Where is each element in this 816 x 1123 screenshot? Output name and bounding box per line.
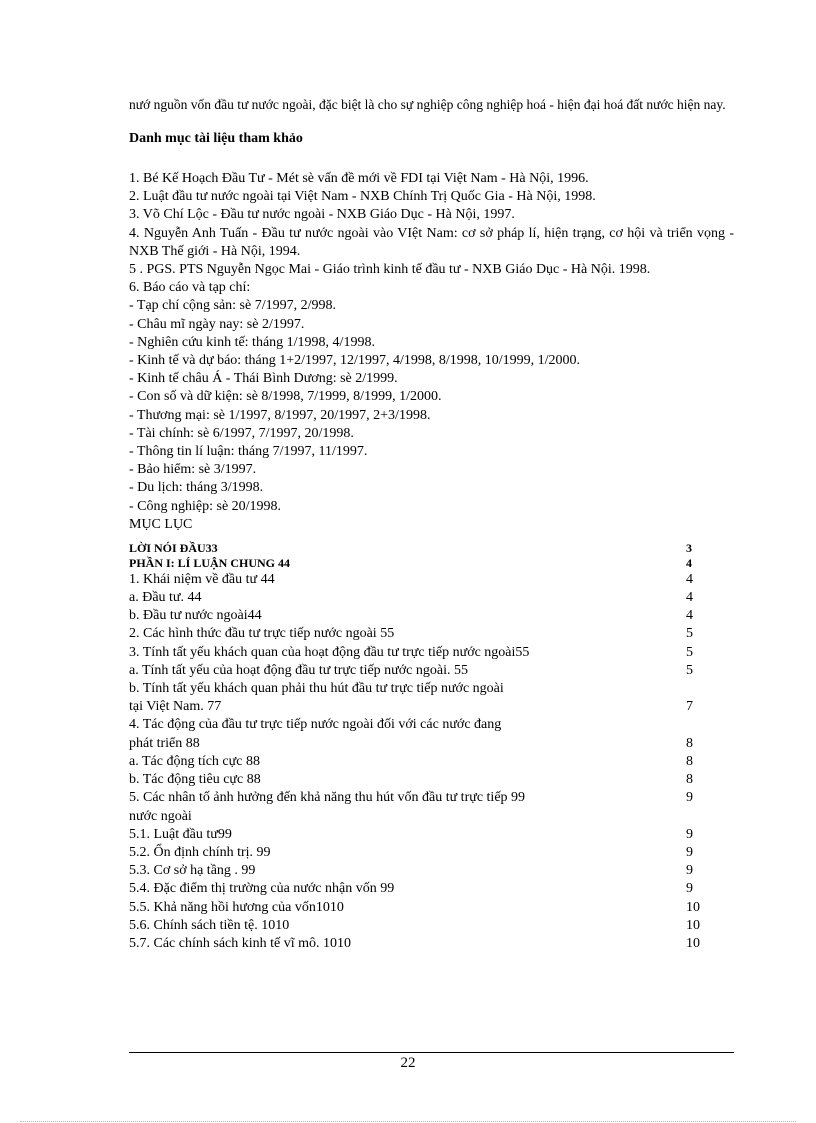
reference-item: 2. Luật đầu tư nước ngoài tại Việt Nam - NXB Chính Trị Quốc Gia - Hà Nội, 1998. [129, 189, 596, 205]
reference-item: 1. Bé Kế Hoạch Đầu Tư - Mét sè vấn đề mới về FDI tại Việt Nam - Hà Nội, 1996. [129, 171, 589, 186]
toc-entry-title: LỜI NÓI ĐẦU33 [129, 540, 218, 555]
reference-item: 5 . PGS. PTS Nguyễn Ngọc Mai - Giáo trình kinh tế đầu tư - NXB Giáo Dục - Hà Nội. 1998. [129, 262, 651, 278]
toc-entry-title: 1. Khái niệm về đầu tư 44 [129, 571, 275, 587]
toc-entry-title: a. Tính tất yếu của hoạt động đầu tư trực tiếp nước ngoài. 55 [129, 662, 468, 678]
toc-entry[interactable] [129, 662, 734, 680]
toc-entry[interactable] [129, 589, 734, 607]
toc-entry-page: 4 [686, 590, 693, 606]
toc-entry-page: 5 [686, 626, 693, 642]
toc-entry[interactable] [129, 698, 734, 716]
document-body [129, 95, 734, 953]
toc-entry-title: b. Tính tất yếu khách quan phải thu hút đầu tư trực tiếp nước ngoài [129, 681, 504, 697]
toc-entry-title: 5.2. Ổn định chính trị. 99 [129, 844, 271, 860]
toc-entry[interactable] [129, 735, 734, 753]
reference-item: - Con số và dữ kiện: sè 8/1998, 7/1999, 8/1999, 1/2000. [129, 389, 442, 405]
toc-entry-page: 9 [686, 881, 693, 897]
toc-entry[interactable] [129, 556, 734, 571]
toc-entry-title: PHẦN I: LÍ LUẬN CHUNG 44 [129, 555, 291, 570]
toc-entry-title: 5.7. Các chính sách kinh tế vĩ mô. 1010 [129, 935, 352, 951]
page-edge-divider [20, 1121, 796, 1122]
toc-entry-page: 5 [686, 644, 693, 660]
toc-entry-page: 4 [686, 571, 693, 587]
footer-divider [129, 1052, 734, 1053]
toc-entry-title: 5. Các nhân tố ảnh hưởng đến khả năng thu hút vốn đầu tư trực tiếp 99 [129, 790, 526, 806]
toc-entry-page: 5 [686, 662, 693, 678]
table-of-contents [129, 541, 734, 953]
references-list [129, 170, 734, 516]
toc-entry[interactable] [129, 826, 734, 844]
reference-item: - Tài chính: sè 6/1997, 7/1997, 20/1998. [129, 425, 354, 441]
toc-entry-title: phát triển 88 [129, 735, 200, 751]
toc-entry[interactable] [129, 935, 734, 953]
toc-entry-page: 9 [686, 863, 693, 879]
toc-entry-title: b. Đầu tư nước ngoài44 [129, 608, 262, 624]
toc-entry-page: 3 [686, 540, 692, 555]
toc-entry[interactable] [129, 625, 734, 643]
toc-entry-title: a. Đầu tư. 44 [129, 590, 202, 606]
toc-entry-page: 8 [686, 735, 693, 751]
toc-entry[interactable] [129, 541, 734, 556]
toc-entry[interactable] [129, 753, 734, 771]
page-number: 22 [400, 1055, 416, 1071]
toc-entry-page: 10 [686, 935, 700, 951]
toc-entry-title: b. Tác động tiêu cực 88 [129, 772, 261, 788]
toc-entry-page: 4 [686, 555, 692, 570]
toc-title: MỤC LỤC [129, 516, 193, 532]
toc-entry-title: a. Tác động tích cực 88 [129, 753, 260, 769]
toc-entry[interactable] [129, 844, 734, 862]
toc-entry[interactable] [129, 644, 734, 662]
toc-entry-page: 4 [686, 608, 693, 624]
toc-entry[interactable] [129, 808, 734, 826]
toc-entry[interactable] [129, 899, 734, 917]
toc-entry[interactable] [129, 680, 734, 698]
toc-entry-page: 9 [686, 790, 693, 806]
toc-entry-title: 5.3. Cơ sở hạ tầng . 99 [129, 863, 256, 879]
toc-entry-page: 10 [686, 899, 700, 915]
reference-item: 6. Báo cáo và tạp chí: [129, 280, 251, 296]
reference-item: - Kinh tế và dự báo: tháng 1+2/1997, 12/1997, 4/1998, 8/1998, 10/1999, 1/2000. [129, 353, 581, 369]
toc-entry-page: 9 [686, 826, 693, 842]
reference-item: - Du lịch: tháng 3/1998. [129, 480, 264, 496]
reference-item: - Thương mại: sè 1/1997, 8/1997, 20/1997, 2+3/1998. [129, 407, 431, 423]
reference-item: - Tạp chí cộng sản: sè 7/1997, 2/998. [129, 298, 336, 314]
reference-item: - Kinh tế châu Á - Thái Bình Dương: sè 2/1999. [129, 371, 398, 387]
toc-entry-page: 7 [686, 699, 693, 715]
toc-entry-page: 10 [686, 917, 700, 933]
toc-entry-page: 9 [686, 844, 693, 860]
reference-item: - Bảo hiểm: sè 3/1997. [129, 462, 257, 478]
toc-entry-title: 2. Các hình thức đầu tư trực tiếp nước ngoài 55 [129, 626, 395, 642]
toc-entry[interactable] [129, 789, 734, 807]
toc-entry-title: 5.5. Khả năng hồi hương của vốn1010 [129, 899, 344, 915]
reference-item: - Nghiên cứu kinh tế: tháng 1/1998, 4/1998. [129, 334, 375, 350]
reference-item: - Công nghiệp: sè 20/1998. [129, 498, 282, 514]
intro-paragraph: nướ nguồn vốn đầu tư nước ngoài, đặc biệt là cho sự nghiệp công nghiệp hoá - hiện đại hoá đất nước hiện nay. [129, 97, 726, 112]
toc-entry-title: 4. Tác động của đầu tư trực tiếp nước ngoài đối với các nước đang [129, 717, 502, 733]
toc-entry-title: 5.4. Đặc điểm thị trường của nước nhận vốn 99 [129, 881, 395, 897]
toc-entry[interactable] [129, 880, 734, 898]
toc-entry-page: 8 [686, 772, 693, 788]
toc-entry-title: 5.6. Chính sách tiền tệ. 1010 [129, 917, 290, 933]
reference-item: - Thông tin lí luận: tháng 7/1997, 11/1997. [129, 444, 368, 460]
toc-entry[interactable] [129, 862, 734, 880]
reference-item: 3. Võ Chí Lộc - Đầu tư nước ngoài - NXB Giáo Dục - Hà Nội, 1997. [129, 207, 515, 223]
toc-entry[interactable] [129, 771, 734, 789]
toc-entry[interactable] [129, 607, 734, 625]
toc-entry[interactable] [129, 716, 734, 734]
toc-entry[interactable] [129, 917, 734, 935]
reference-item: - Châu mĩ ngày nay: sè 2/1997. [129, 316, 305, 332]
toc-entry[interactable] [129, 571, 734, 589]
toc-entry-page: 8 [686, 753, 693, 769]
toc-entry-title: tại Việt Nam. 77 [129, 699, 222, 715]
toc-entry-title: nước ngoài [129, 808, 192, 824]
references-heading: Danh mục tài liệu tham khảo [129, 131, 303, 146]
toc-entry-title: 3. Tính tất yếu khách quan của hoạt động đầu tư trực tiếp nước ngoài55 [129, 644, 530, 660]
toc-entry-title: 5.1. Luật đầu tư99 [129, 826, 232, 842]
reference-item: 4. Nguyễn Anh Tuấn - Đầu tư nước ngoài vào VIệt Nam: cơ sở pháp lí, hiện trạng, cơ hội và triển vọng - NXB Thế giới - Hà Nội, 1994. [129, 225, 734, 259]
